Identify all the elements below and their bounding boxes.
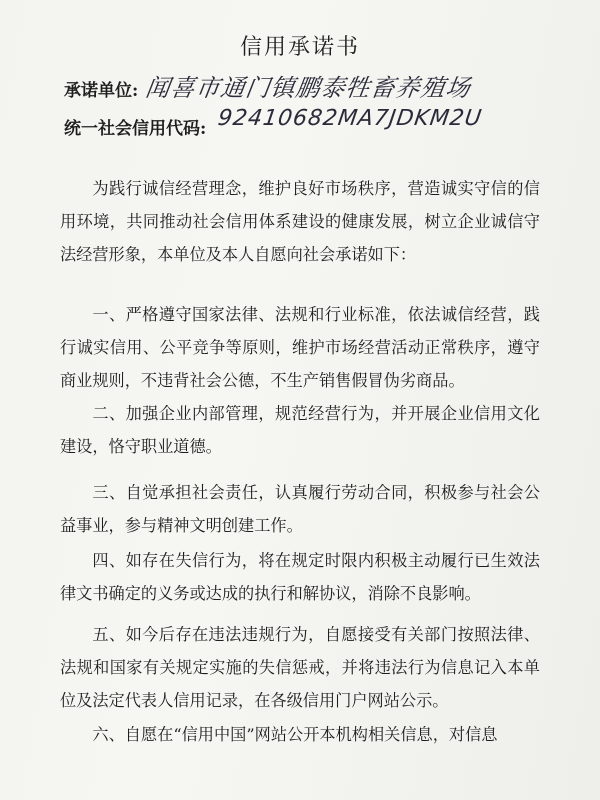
clause-4: 四、如存在失信行为，将在规定时限内积极主动履行已生效法律文书确定的义务或达成的执行和解协议，消除不良影响。 (60, 551, 540, 603)
unit-handwritten-value: 闻喜市通门镇鹏泰牲畜养殖场 (143, 74, 473, 102)
clause-6: 六、自愿在“信用中国”网站公开本机构相关信息，对信息 (92, 725, 498, 744)
credit-code-label: 统一社会信用代码: (64, 119, 207, 139)
unit-label: 承诺单位: (64, 81, 139, 101)
clause-3: 三、自觉承担社会责任，认真履行劳动合同，积极参与社会公益事业，参与精神文明创建工作。 (60, 483, 540, 535)
clause-5: 五、如今后存在违法违规行为，自愿接受有关部门按照法律、法规和国家有关规定实施的失信惩戒，并将违法行为信息记入本单位及法定代表人信用记录，在各级信用门户网站公示。 (60, 625, 540, 710)
document-title: 信用承诺书 (239, 35, 360, 60)
credit-code-handwritten-value: 92410682MA7JDKM2U (216, 106, 484, 131)
clause-2: 二、加强企业内部管理，规范经营行为，并开展企业信用文化建设，恪守职业道德。 (60, 404, 540, 456)
clause-1: 一、严格遵守国家法律、法规和行业标准，依法诚信经营，践行诚实信用、公平竞争等原则，维护市场经营活动正常秩序，遵守商业规则，不违背社会公德，不生产销售假冒伪劣商品。 (60, 305, 540, 390)
intro-paragraph: 为践行诚信经营理念，维护良好市场秩序，营造诚实守信的信用环境，共同推动社会信用体系建设的健康发展，树立企业诚信守法经营形象，本单位及本人自愿向社会承诺如下： (60, 179, 540, 264)
